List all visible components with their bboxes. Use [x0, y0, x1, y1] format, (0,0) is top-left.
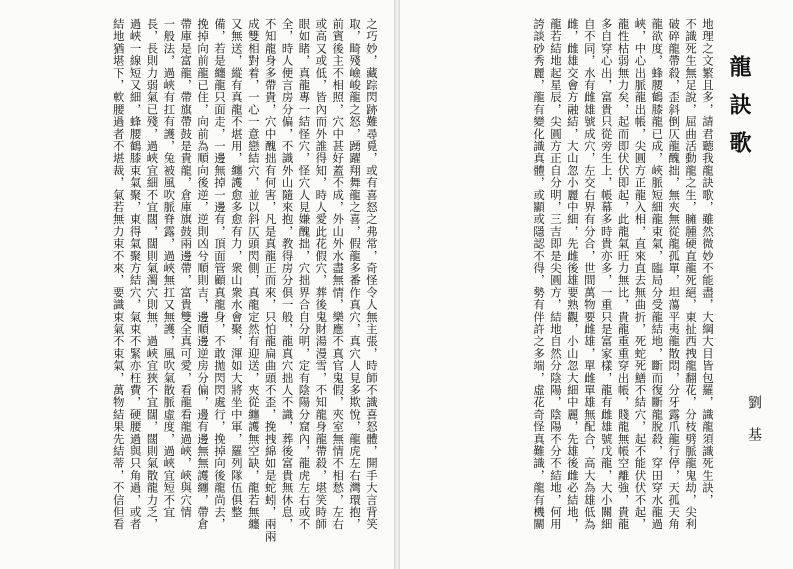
text-column: 或高又或低，皆內而外誰得知，時人愛此花假穴，葬後鬼財湯漫雪，不知龍身龍帶殺，堪笑時師 — [314, 18, 329, 531]
right-page-columns — [430, 18, 716, 558]
text-column: 誇談砂秀麗，龍有變化識真體，或顯或隱認不得，勢有伴許之多端，虛花奇怪真難識，龍有機關 — [532, 18, 547, 531]
text-column: 自不同，水有雌雄號成穴，左交右界有分合，世間萬物要雌雄，單雌單雄無配合，高大為雄低為 — [582, 18, 597, 531]
text-column: 峽，中心出脈龍出帳，尖圓方正龍入相，直來直去無曲折，死蛇死鱔不結穴，起不能伏伏不起， — [633, 18, 648, 531]
text-column: 不知龍身多帶貴，穴中醜拙有何害，凡是真龍正而來，只怕龍扁曲頭不歪，挽拽綿如是蛇蚓，兩兩 — [263, 18, 278, 543]
text-column: 之巧妙，藏踪閃跡難尋覓，或有喜怒之弗常，奇怪令人無主張，時師不識喜怒體，開手大言背笑 — [365, 18, 379, 531]
text-column: 帶庫是富龍，帶旗帶鼓是貴龍，倉庫旗鼓兩邊帶，富貴雙全真可愛，看龍看龍過峽，峽與穴情 — [179, 18, 194, 519]
text-column: 長，長則力弱氣已殘，過峽宜細不宜闊，闊則氣濁穴則無，過峽宜狹不宜闊，闊則氣散龍力乏， — [145, 18, 160, 531]
text-column: 取，畸殘嶮峻龍之怒，踴躍翔舞龍之喜，假龍多番作真穴，真穴人見多欺悅，龍虎左右灣環抱， — [348, 18, 363, 531]
text-column: 一般法，過峽有扛有護，兔被風吹脈脊露，過峽無扛又無護，風吹氣散脈虛度，過峽宜短不宜 — [162, 18, 177, 519]
text-column: 備，若是纏龍只面走，一邊無掉一邊有，頂面管顧真龍身，不敢拋閃閃處行，挽掉向後龍尚去， — [212, 18, 227, 531]
text-column: 成雙相對着，一心一意戀結穴，並以斜仄頭閃側，真龍定然有迎送，夾從纏護無空缺，龍若無纏 — [246, 18, 261, 531]
text-column: 不識死生無足說，屈曲活動龍之生，臃腫硬直龍死絕，東扯西拽龍翻花，分枝劈脈龍鬼劫，尖利 — [684, 18, 699, 531]
text-column: 雌，雌雄交會方融結，大山忽小麗中細，先雌後雄要熟觀，小山忽大細中麗，先雄後雌必結地， — [565, 18, 580, 531]
text-column: 多自穿心出，富貴只從旁生上，帳幕多時貴亦多，一重只是富家樣，龍有雌雄號戊龍，大小關細 — [599, 18, 614, 531]
text-column: 結地猶堪下，軟腰過者不堪裁，氣若無力束不來，要識束氣不束氣，萬物結果先結蒂，不信但看 — [111, 18, 126, 531]
left-page — [0, 0, 394, 569]
text-column: 過峽一線短又細，蜂腰鶴膝束氣聚，東得氣聚方結穴，氣束不緊亦枉費，硬腰過與只角過，或者 — [128, 18, 143, 531]
text-column: 破碎龍帶殺，歪斜倒仄龍醜拙，無夾無從龍孤單，坦蕩平夷龍散悶，分牙露爪龍行停，天孤天角 — [667, 18, 682, 531]
left-page-columns — [14, 18, 380, 558]
text-column: 眼如睹，真龍專一結怪穴，怪穴人見嫌醜拙，穴拙界合自分明，定有陰陽分窟內，龍虎左右或不 — [297, 18, 312, 531]
text-column: 挽掉向前龍已住，向前為順向後逆，逆則凶兮順則吉，邊順邊逆房分偏，邊有邊無無護纏，帶倉 — [196, 18, 211, 531]
text-column: 又無送，縱有真龍不堪用，纏護愈多愈有力，衆山衆水會聚，渾如大將坐中軍，羅列隊伍俱整 — [229, 18, 244, 519]
author-name: 劉基 — [746, 395, 762, 459]
text-column: 龍性枯弱無力矣，起而即伏伏即起，此龍氣旺力無比，貴龍重重穿出帳，賤龍無帳空離強，貴龍 — [616, 18, 631, 531]
text-column: 龍欲度，蜂腰鶴膝龍已成，峽脈短細龍束氣，臨局分受龍結地，斷而復斷龍脫殺，穿田穿水龍過 — [650, 18, 665, 531]
text-column: 全，時人便言房分偏，不識外山隨來抱，教得房分俱一般，龍真穴拙人不識，葬後富貴無休息， — [280, 18, 295, 531]
text-column: 前賓後主不相照，穴中甚好蓋不成，外山外水盡無情，樂應不真官鬼假，夾室無情不相愁，左右 — [331, 18, 346, 531]
text-column: 龍若結地起星辰，尖圓方正自分明，三吉即是尖圓方，結地自然分陰陽，陰陽不分不結地，何用 — [548, 18, 563, 531]
page-title: 龍訣歌 — [726, 55, 752, 169]
text-column: 地理之文繁且多，請君聽我龍訣歌，雖然微妙不能盡，大綱大目皆包羅，識龍須識死生訣， — [701, 18, 715, 506]
